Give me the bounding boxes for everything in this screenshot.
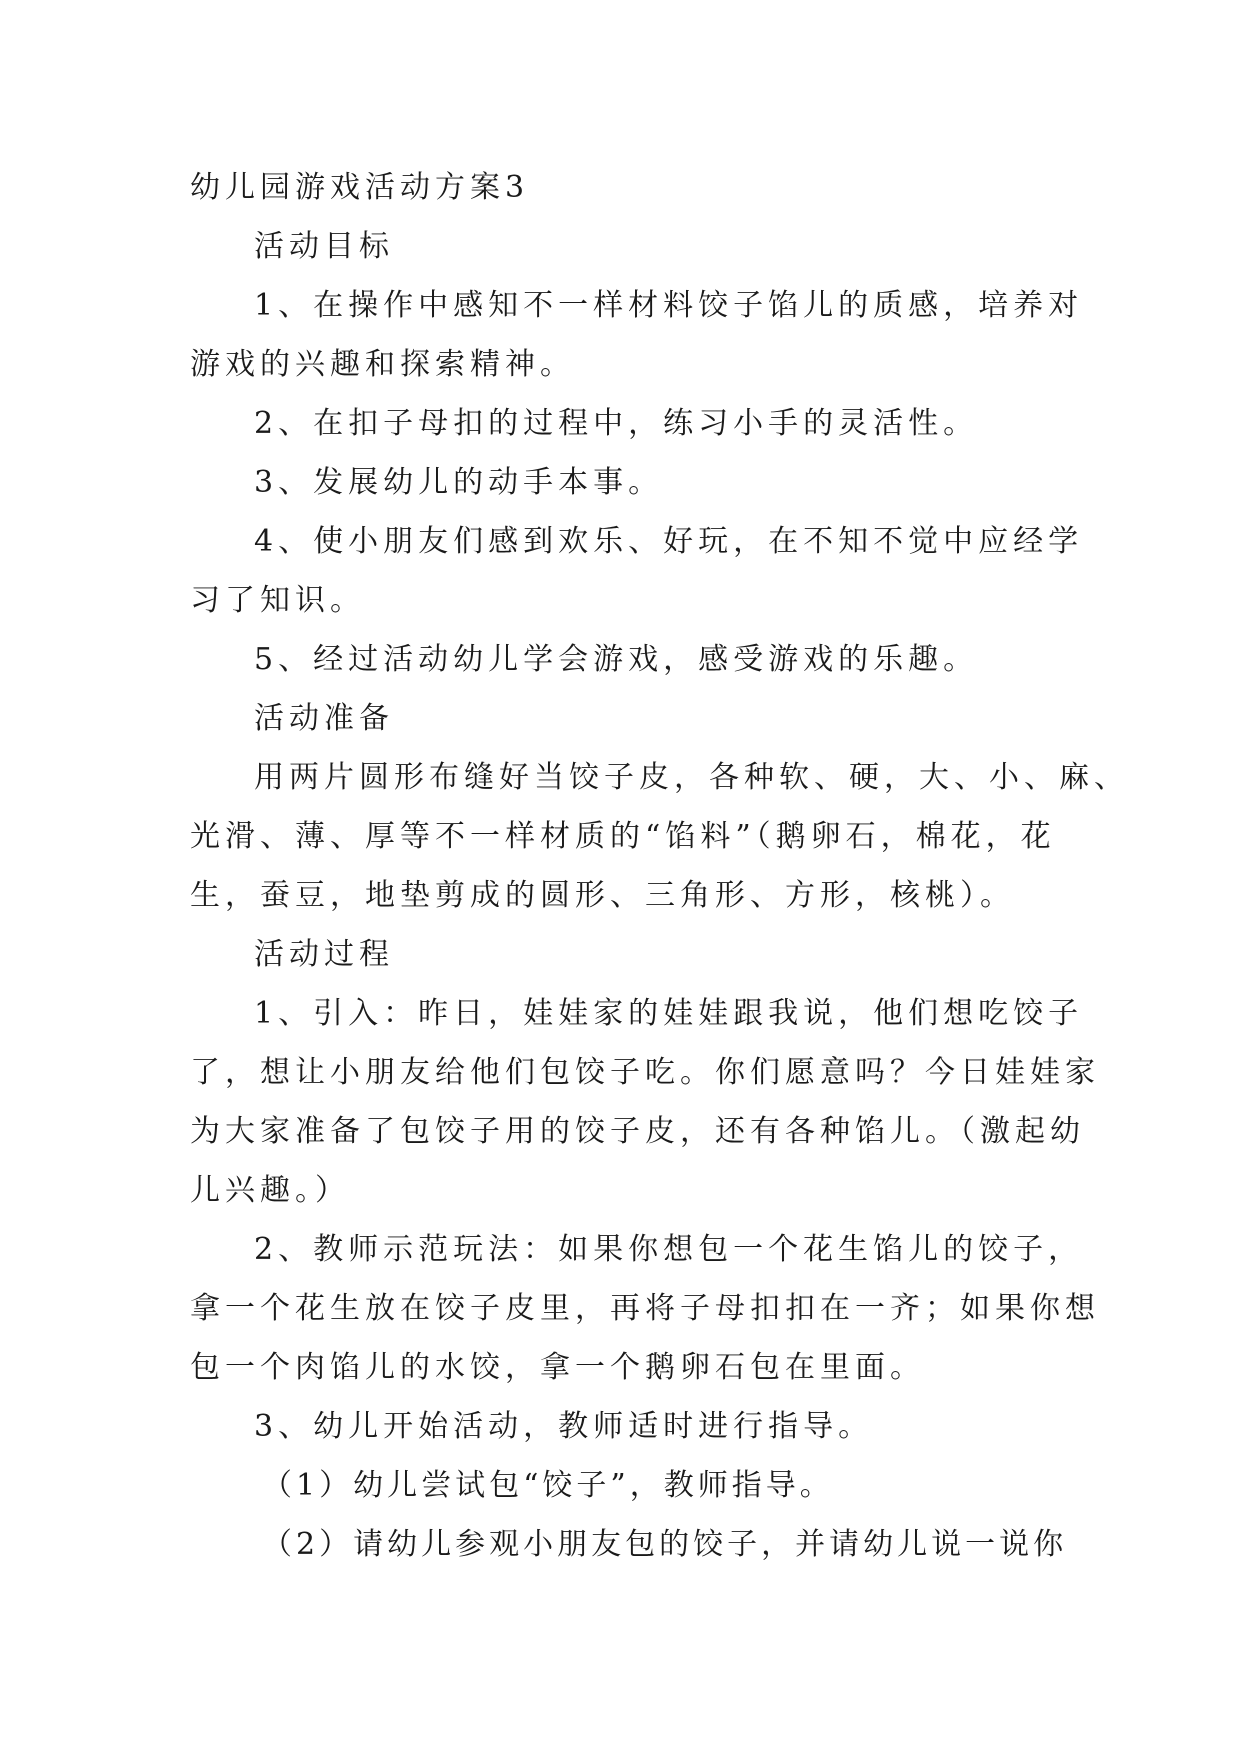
document-body <box>190 217 1129 1574</box>
document-page <box>190 158 1129 1574</box>
text-line: 1、在操作中感知不一样材料饺子馅儿的质感，培养对 <box>254 288 1084 323</box>
document-title: 幼儿园游戏活动方案3 <box>190 170 530 205</box>
text-line: 活动目标 <box>254 229 394 264</box>
text-line: 3、发展幼儿的动手本事。 <box>254 465 664 500</box>
text-line: 拿一个花生放在饺子皮里，再将子母扣扣在一齐；如果你想 <box>190 1291 1100 1326</box>
text-line: 1、引入：昨日，娃娃家的娃娃跟我说，他们想吃饺子 <box>254 996 1084 1031</box>
text-line: 习了知识。 <box>190 583 365 618</box>
text-line: 了，想让小朋友给他们包饺子吃。你们愿意吗？今日娃娃家 <box>190 1055 1100 1090</box>
text-line: 5、经过活动幼儿学会游戏，感受游戏的乐趣。 <box>254 642 979 677</box>
text-line: 光滑、薄、厚等不一样材质的“馅料”（鹅卵石，棉花，花 <box>190 819 1056 854</box>
text-line: 用两片圆形布缝好当饺子皮，各种软、硬，大、小、麻、 <box>254 760 1129 795</box>
text-line: 生，蚕豆，地垫剪成的圆形、三角形、方形，核桃）。 <box>190 878 1015 913</box>
text-line: 儿兴趣。） <box>190 1173 350 1208</box>
text-line: 游戏的兴趣和探索精神。 <box>190 347 575 382</box>
text-line: 2、教师示范玩法：如果你想包一个花生馅儿的饺子， <box>254 1232 1084 1267</box>
text-line: 3、幼儿开始活动，教师适时进行指导。 <box>254 1409 874 1444</box>
text-line: 包一个肉馅儿的水饺，拿一个鹅卵石包在里面。 <box>190 1350 925 1385</box>
text-line: 活动准备 <box>254 701 394 736</box>
text-line: 为大家准备了包饺子用的饺子皮，还有各种馅儿。（激起幼 <box>190 1114 1085 1149</box>
text-line: （1）幼儿尝试包“饺子”，教师指导。 <box>262 1468 834 1503</box>
text-line: 2、在扣子母扣的过程中，练习小手的灵活性。 <box>254 406 979 441</box>
text-line: （2）请幼儿参观小朋友包的饺子，并请幼儿说一说你 <box>262 1527 1068 1562</box>
text-line: 4、使小朋友们感到欢乐、好玩，在不知不觉中应经学 <box>254 524 1084 559</box>
text-line: 活动过程 <box>254 937 394 972</box>
